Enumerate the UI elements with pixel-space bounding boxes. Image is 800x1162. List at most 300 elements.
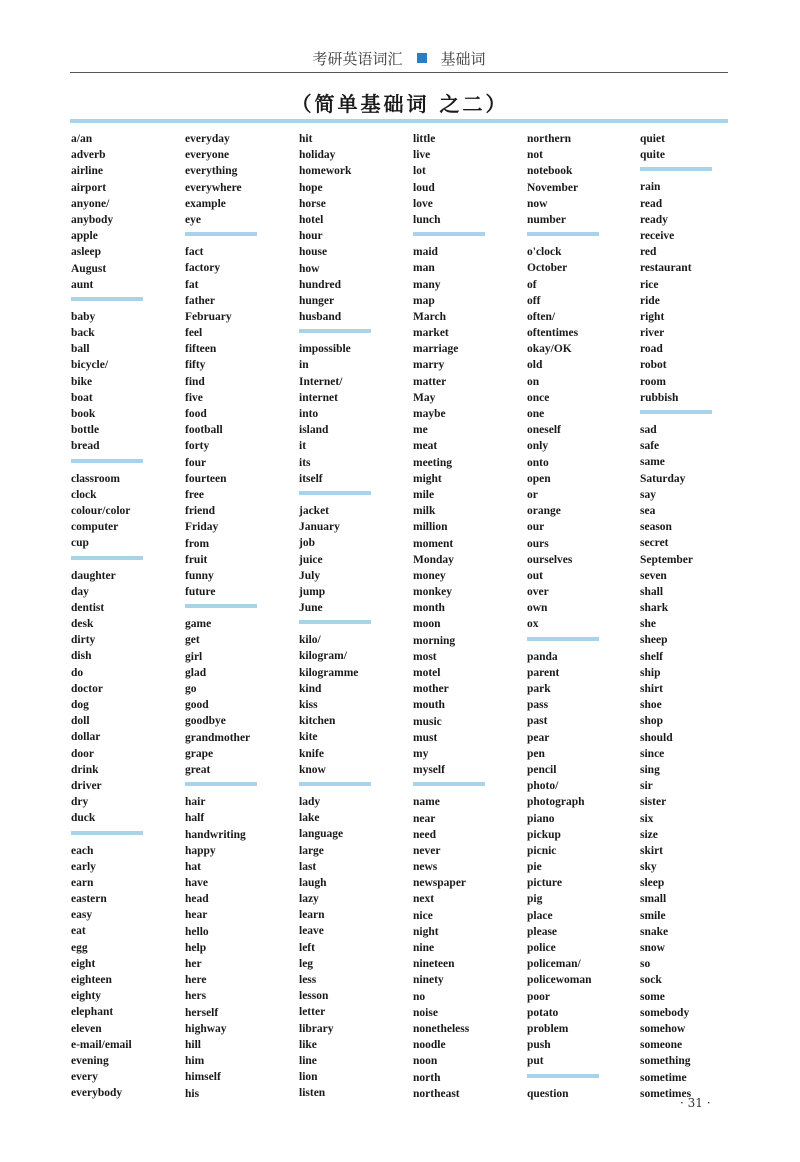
vocab-word: put bbox=[527, 1055, 544, 1068]
vocab-word: funny bbox=[185, 569, 214, 582]
vocab-word: leg bbox=[299, 957, 314, 970]
vocab-word: lot bbox=[413, 165, 426, 178]
vocab-word: kitchen bbox=[299, 715, 336, 728]
vocab-word: marriage bbox=[413, 343, 459, 356]
vocab-word: so bbox=[640, 958, 651, 971]
vocab-word: evening bbox=[71, 1054, 109, 1067]
vocab-word: eat bbox=[71, 925, 86, 938]
vocab-word: push bbox=[527, 1039, 551, 1052]
vocab-word: dry bbox=[71, 796, 89, 809]
vocab-word: same bbox=[640, 456, 665, 469]
vocab-word: egg bbox=[71, 941, 88, 954]
vocab-word: oneself bbox=[527, 424, 561, 437]
vocab-word: kite bbox=[299, 731, 318, 744]
vocab-word: near bbox=[413, 812, 436, 825]
vocab-word: sir bbox=[640, 780, 653, 793]
vocab-word: last bbox=[299, 860, 317, 873]
group-separator bbox=[640, 410, 712, 414]
vocab-word: highway bbox=[185, 1022, 227, 1035]
section-title: 基础词 bbox=[440, 50, 486, 68]
vocab-word: ninety bbox=[413, 974, 444, 987]
vocab-word: kilogram/ bbox=[299, 650, 347, 663]
vocab-word: listen bbox=[299, 1087, 326, 1100]
vocab-word: nineteen bbox=[413, 958, 455, 971]
vocab-word: horse bbox=[299, 197, 326, 210]
vocab-word: have bbox=[185, 877, 208, 890]
vocab-word: money bbox=[413, 569, 446, 582]
vocab-word: hello bbox=[185, 925, 209, 938]
vocab-word: picture bbox=[527, 877, 562, 890]
vocab-word: ride bbox=[640, 294, 660, 307]
vocab-word: sock bbox=[640, 974, 662, 987]
vocab-word: husband bbox=[299, 311, 342, 324]
vocab-word: dollar bbox=[71, 731, 101, 744]
vocab-word: classroom bbox=[71, 472, 120, 485]
group-separator bbox=[299, 782, 371, 786]
vocab-word: nine bbox=[413, 942, 435, 954]
word-group bbox=[299, 131, 409, 325]
vocab-word: everywhere bbox=[185, 181, 242, 194]
vocab-word: October bbox=[527, 262, 568, 275]
vocab-word: hair bbox=[185, 796, 206, 809]
word-group bbox=[527, 131, 637, 228]
vocab-word: police bbox=[527, 942, 556, 954]
vocab-word: know bbox=[299, 763, 326, 776]
vocab-word: dentist bbox=[71, 601, 105, 614]
vocab-word: fifty bbox=[185, 359, 206, 372]
vocab-word: from bbox=[185, 537, 210, 550]
vocab-word: sad bbox=[640, 424, 657, 436]
group-separator bbox=[71, 459, 143, 463]
vocab-word: June bbox=[299, 602, 323, 615]
vocab-word: dirty bbox=[71, 634, 96, 647]
word-group bbox=[185, 131, 295, 228]
vocab-word: half bbox=[185, 812, 205, 825]
vocab-word: everybody bbox=[71, 1087, 123, 1100]
vocab-word: little bbox=[413, 133, 436, 145]
vocab-word: season bbox=[640, 521, 672, 534]
square-icon bbox=[417, 53, 427, 63]
word-group bbox=[185, 794, 295, 1102]
vocab-word: desk bbox=[71, 618, 94, 631]
vocab-word: May bbox=[413, 391, 436, 404]
vocab-word: noon bbox=[413, 1055, 438, 1068]
vocab-word: father bbox=[185, 294, 216, 307]
vocab-word: four bbox=[185, 456, 207, 469]
vocab-word: open bbox=[527, 472, 551, 485]
vocab-word: sheep bbox=[640, 634, 668, 647]
word-group bbox=[413, 131, 523, 228]
vocab-word: out bbox=[527, 569, 543, 582]
vocab-word: need bbox=[413, 828, 436, 841]
vocab-word: her bbox=[185, 958, 202, 970]
vocab-word: easy bbox=[71, 909, 93, 922]
vocab-word: July bbox=[299, 569, 321, 582]
vocab-word: since bbox=[640, 747, 665, 760]
vocab-word: dish bbox=[71, 650, 92, 663]
vocab-word: ourselves bbox=[527, 553, 573, 566]
word-group bbox=[299, 794, 409, 1102]
vocab-word: myself bbox=[413, 764, 445, 777]
vocab-word: ball bbox=[71, 343, 90, 356]
vocab-word: ox bbox=[527, 618, 539, 631]
vocab-word: grandmother bbox=[185, 731, 251, 744]
vocab-word: homework bbox=[299, 165, 352, 178]
vocab-word: pig bbox=[527, 893, 543, 906]
vocab-word: a/an bbox=[71, 133, 93, 145]
vocab-word: duck bbox=[71, 812, 96, 825]
vocab-word: goodbye bbox=[185, 715, 226, 728]
vocab-word: many bbox=[413, 278, 441, 291]
vocab-word: restaurant bbox=[640, 262, 692, 275]
vocab-word: holiday bbox=[299, 149, 336, 162]
vocab-word: right bbox=[640, 310, 665, 323]
vocab-word: pen bbox=[527, 747, 545, 760]
vocab-word: knife bbox=[299, 747, 324, 760]
vocab-word: pie bbox=[527, 861, 542, 874]
vocab-word: sing bbox=[640, 763, 660, 776]
vocab-word: lunch bbox=[413, 213, 441, 226]
page-number: · 31 · bbox=[680, 1096, 711, 1110]
vocab-word: hundred bbox=[299, 278, 341, 291]
vocab-word: hear bbox=[185, 909, 208, 922]
vocab-word: secret bbox=[640, 537, 669, 550]
group-separator bbox=[299, 491, 371, 495]
vocab-word: Internet/ bbox=[299, 375, 343, 388]
vocab-word: door bbox=[71, 747, 94, 760]
vocab-word: Saturday bbox=[640, 472, 686, 485]
vocab-word: island bbox=[299, 424, 329, 437]
vocab-word: off bbox=[527, 294, 541, 307]
vocab-word: eleven bbox=[71, 1022, 102, 1035]
vocab-word: shoe bbox=[640, 699, 662, 712]
vocab-word: airport bbox=[71, 181, 107, 194]
vocab-word: safe bbox=[640, 440, 660, 453]
word-group bbox=[527, 244, 637, 633]
vocab-word: earn bbox=[71, 876, 94, 889]
vocab-word: past bbox=[527, 715, 548, 728]
vocab-word: bottle bbox=[71, 424, 100, 437]
vocab-word: fat bbox=[185, 278, 199, 291]
word-column-2 bbox=[185, 131, 295, 1102]
vocab-word: photograph bbox=[527, 796, 585, 809]
vocab-word: small bbox=[640, 893, 667, 906]
vocab-word: everyone bbox=[185, 149, 230, 162]
vocab-word: itself bbox=[299, 472, 323, 485]
vocab-word: hit bbox=[299, 133, 313, 145]
vocab-word: airline bbox=[71, 165, 103, 178]
vocab-word: football bbox=[185, 424, 223, 437]
vocab-word: live bbox=[413, 149, 431, 162]
vocab-word: notebook bbox=[527, 165, 573, 178]
group-separator bbox=[185, 232, 257, 236]
group-separator bbox=[299, 329, 371, 333]
vocab-word: market bbox=[413, 327, 449, 340]
vocab-word: sometime bbox=[640, 1071, 687, 1084]
vocab-word: photo/ bbox=[527, 780, 559, 793]
vocab-word: quiet bbox=[640, 133, 665, 145]
word-group bbox=[71, 471, 181, 552]
header-rule bbox=[70, 72, 728, 73]
vocab-word: ours bbox=[527, 537, 549, 550]
vocab-word: anybody bbox=[71, 213, 114, 226]
vocab-word: policeman/ bbox=[527, 958, 581, 971]
vocab-word: every bbox=[71, 1071, 98, 1084]
vocab-word: clock bbox=[71, 488, 97, 501]
vocab-word: find bbox=[185, 375, 205, 388]
vocab-word: me bbox=[413, 424, 428, 437]
vocab-word: poor bbox=[527, 990, 550, 1003]
vocab-word: music bbox=[413, 715, 442, 728]
vocab-word: nice bbox=[413, 909, 433, 922]
vocab-word: good bbox=[185, 699, 209, 712]
word-group bbox=[527, 649, 637, 1070]
vocab-word: himself bbox=[185, 1071, 221, 1084]
vocab-word: sea bbox=[640, 504, 656, 517]
word-group bbox=[299, 632, 409, 778]
vocab-word: please bbox=[527, 925, 558, 938]
vocab-word: rice bbox=[640, 278, 659, 291]
word-column-3 bbox=[299, 131, 409, 1102]
vocab-word: some bbox=[640, 990, 665, 1003]
vocab-word: she bbox=[640, 618, 656, 631]
vocab-word: northeast bbox=[413, 1087, 460, 1100]
vocab-word: moon bbox=[413, 618, 441, 631]
group-separator bbox=[413, 782, 485, 786]
vocab-word: food bbox=[185, 408, 207, 420]
vocab-word: should bbox=[640, 731, 673, 744]
vocab-word: okay/OK bbox=[527, 343, 572, 356]
vocab-word: our bbox=[527, 521, 545, 534]
vocab-word: aunt bbox=[71, 278, 94, 291]
vocab-word: river bbox=[640, 327, 665, 340]
word-group bbox=[185, 616, 295, 778]
vocab-word: left bbox=[299, 941, 315, 954]
word-column-4 bbox=[413, 131, 523, 1102]
vocab-word: internet bbox=[299, 391, 338, 404]
word-group bbox=[413, 794, 523, 1102]
vocab-word: marry bbox=[413, 359, 445, 372]
vocab-word: Friday bbox=[185, 521, 219, 534]
vocab-word: lake bbox=[299, 812, 320, 825]
vocab-word: everything bbox=[185, 165, 238, 178]
vocab-word: his bbox=[185, 1087, 200, 1100]
vocab-word: somebody bbox=[640, 1006, 690, 1019]
vocab-word: pass bbox=[527, 699, 549, 712]
vocab-word: monkey bbox=[413, 586, 452, 599]
vocab-word: baby bbox=[71, 310, 96, 323]
vocab-word: only bbox=[527, 440, 549, 453]
vocab-word: herself bbox=[185, 1006, 219, 1019]
vocab-word: milk bbox=[413, 505, 436, 518]
vocab-word: night bbox=[413, 925, 439, 938]
vocab-word: six bbox=[640, 812, 654, 825]
vocab-word: month bbox=[413, 602, 445, 615]
vocab-word: shop bbox=[640, 715, 664, 728]
vocab-word: adverb bbox=[71, 149, 106, 162]
group-separator bbox=[71, 831, 143, 835]
vocab-word: million bbox=[413, 521, 448, 534]
vocab-word: room bbox=[640, 375, 666, 388]
vocab-word: rain bbox=[640, 181, 661, 194]
group-separator bbox=[185, 782, 257, 786]
vocab-word: November bbox=[527, 181, 579, 194]
vocab-word: moment bbox=[413, 537, 454, 550]
vocab-word: hour bbox=[299, 230, 323, 243]
vocab-word: eastern bbox=[71, 893, 107, 906]
vocab-word: say bbox=[640, 488, 656, 501]
vocab-word: boat bbox=[71, 391, 93, 404]
vocab-word: great bbox=[185, 763, 211, 776]
vocab-word: get bbox=[185, 634, 200, 647]
vocab-word: once bbox=[527, 391, 550, 404]
vocab-word: next bbox=[413, 893, 435, 906]
vocab-word: snake bbox=[640, 925, 669, 938]
vocab-word: often/ bbox=[527, 310, 556, 323]
vocab-word: parent bbox=[527, 666, 560, 679]
title-bar bbox=[70, 119, 728, 123]
vocab-word: sister bbox=[640, 796, 667, 809]
word-group bbox=[299, 341, 409, 487]
vocab-word: noise bbox=[413, 1006, 438, 1019]
vocab-word: receive bbox=[640, 229, 675, 242]
vocab-word: doll bbox=[71, 715, 90, 728]
vocab-word: nonetheless bbox=[413, 1022, 470, 1035]
vocab-word: picnic bbox=[527, 844, 557, 857]
vocab-word: park bbox=[527, 683, 551, 695]
group-separator bbox=[640, 167, 712, 171]
vocab-word: something bbox=[640, 1055, 691, 1068]
book-title: 考研英语词汇 bbox=[312, 50, 403, 68]
vocab-word: panda bbox=[527, 650, 558, 663]
word-group bbox=[640, 131, 750, 163]
page-title: （简单基础词 之二） bbox=[291, 92, 509, 116]
vocab-word: grape bbox=[185, 747, 214, 760]
vocab-word: do bbox=[71, 666, 84, 679]
vocab-word: letter bbox=[299, 1006, 326, 1019]
vocab-word: of bbox=[527, 278, 537, 291]
vocab-word: most bbox=[413, 650, 437, 663]
vocab-word: like bbox=[299, 1038, 317, 1051]
vocab-word: laugh bbox=[299, 876, 327, 889]
vocab-word: August bbox=[71, 262, 107, 275]
vocab-word: seven bbox=[640, 569, 667, 582]
vocab-word: in bbox=[299, 359, 309, 372]
vocab-word: head bbox=[185, 893, 209, 906]
vocab-word: factory bbox=[185, 262, 221, 275]
vocab-word: future bbox=[185, 586, 216, 599]
vocab-word: March bbox=[413, 310, 447, 323]
vocab-word: February bbox=[185, 310, 232, 323]
word-group bbox=[640, 422, 750, 1102]
vocab-word: bike bbox=[71, 375, 93, 388]
vocab-word: lazy bbox=[299, 893, 319, 906]
vocab-word: pickup bbox=[527, 828, 561, 841]
vocab-word: place bbox=[527, 909, 553, 922]
vocab-word: him bbox=[185, 1055, 205, 1068]
vocab-word: name bbox=[413, 796, 440, 809]
vocab-word: juice bbox=[299, 553, 323, 566]
vocab-word: piano bbox=[527, 812, 555, 825]
vocab-word: matter bbox=[413, 375, 447, 388]
vocab-word: maybe bbox=[413, 408, 446, 420]
vocab-word: jump bbox=[299, 585, 326, 598]
vocab-word: elephant bbox=[71, 1006, 114, 1019]
vocab-word: question bbox=[527, 1087, 569, 1100]
vocab-word: mile bbox=[413, 488, 435, 501]
vocab-word: eight bbox=[71, 957, 96, 970]
vocab-word: here bbox=[185, 974, 207, 987]
vocab-word: map bbox=[413, 294, 435, 307]
vocab-word: driver bbox=[71, 779, 102, 792]
vocab-word: day bbox=[71, 585, 89, 598]
vocab-word: skirt bbox=[640, 844, 663, 857]
vocab-word: glad bbox=[185, 666, 207, 679]
vocab-word: house bbox=[299, 246, 328, 259]
vocab-word: pencil bbox=[527, 763, 557, 776]
group-separator bbox=[527, 637, 599, 641]
vocab-word: large bbox=[299, 844, 324, 857]
vocab-word: ready bbox=[640, 213, 668, 226]
vocab-word: job bbox=[299, 537, 315, 550]
vocab-word: lion bbox=[299, 1071, 318, 1084]
vocab-word: man bbox=[413, 262, 435, 275]
vocab-word: fifteen bbox=[185, 343, 217, 356]
vocab-word: Monday bbox=[413, 553, 454, 566]
vocab-word: jacket bbox=[299, 504, 330, 517]
vocab-word: road bbox=[640, 343, 663, 356]
vocab-word: read bbox=[640, 197, 663, 210]
vocab-word: old bbox=[527, 359, 543, 372]
vocab-word: daughter bbox=[71, 569, 116, 582]
vocab-word: impossible bbox=[299, 343, 351, 356]
vocab-word: potato bbox=[527, 1006, 559, 1019]
word-column-1 bbox=[71, 131, 181, 1102]
vocab-word: somehow bbox=[640, 1022, 686, 1035]
vocab-word: its bbox=[299, 456, 311, 469]
vocab-word: hill bbox=[185, 1038, 201, 1051]
vocab-word: friend bbox=[185, 505, 216, 518]
vocab-word: everyday bbox=[185, 133, 230, 145]
vocab-word: ship bbox=[640, 666, 661, 679]
vocab-word: policewoman bbox=[527, 974, 592, 987]
group-separator bbox=[413, 232, 485, 236]
vocab-word: line bbox=[299, 1054, 317, 1067]
vocab-word: pear bbox=[527, 731, 550, 744]
vocab-word: someone bbox=[640, 1039, 683, 1052]
vocab-word: kilo/ bbox=[299, 634, 321, 647]
vocab-word: free bbox=[185, 488, 204, 501]
word-group bbox=[299, 503, 409, 616]
vocab-word: bicycle/ bbox=[71, 359, 109, 372]
vocab-word: red bbox=[640, 246, 657, 259]
vocab-word: smile bbox=[640, 909, 666, 922]
word-group bbox=[185, 244, 295, 600]
vocab-word: mouth bbox=[413, 699, 445, 712]
vocab-word: five bbox=[185, 391, 203, 404]
vocab-word: loud bbox=[413, 181, 435, 194]
vocab-word: hat bbox=[185, 860, 201, 873]
vocab-word: asleep bbox=[71, 246, 102, 259]
vocab-word: one bbox=[527, 408, 545, 420]
vocab-word: shirt bbox=[640, 683, 663, 695]
vocab-word: kiss bbox=[299, 699, 318, 711]
vocab-word: book bbox=[71, 408, 96, 420]
word-column-6 bbox=[640, 131, 750, 1102]
vocab-word: morning bbox=[413, 634, 456, 647]
vocab-word: sometimes bbox=[640, 1087, 692, 1100]
vocab-word: forty bbox=[185, 440, 210, 453]
